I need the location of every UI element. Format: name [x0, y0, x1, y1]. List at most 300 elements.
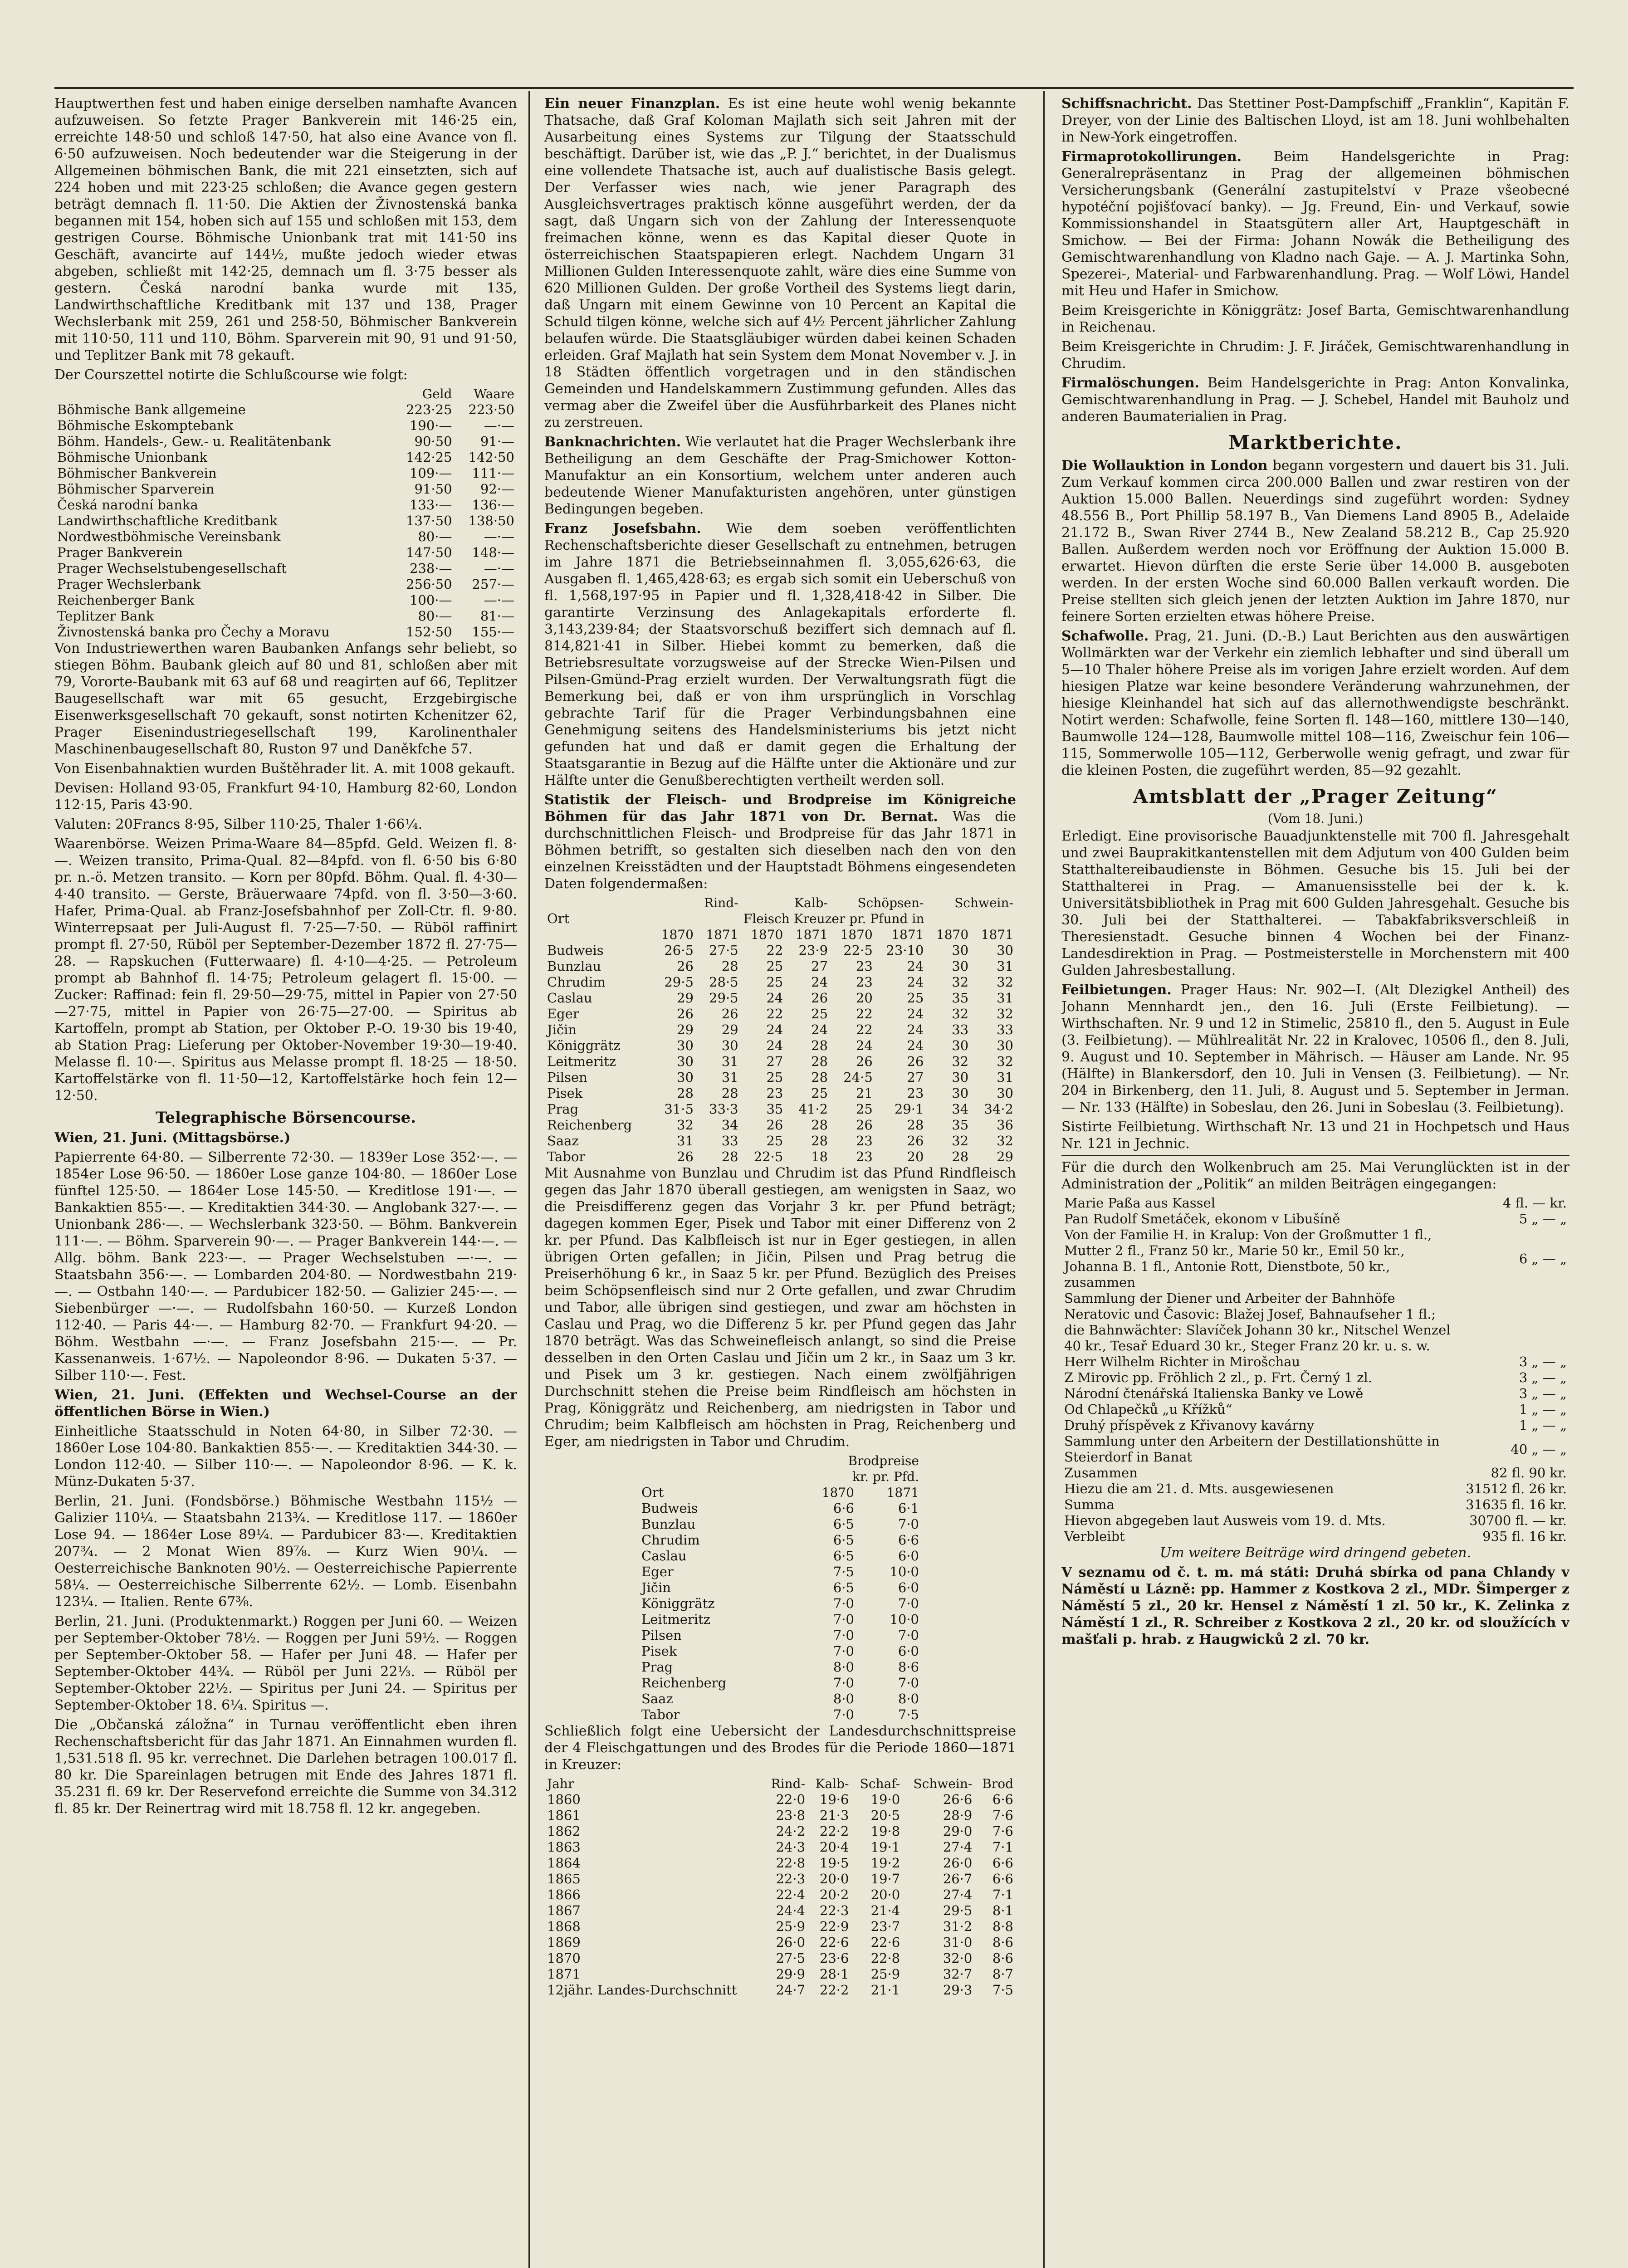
cell: 30 [952, 958, 969, 974]
group-header: Kalb- [794, 895, 828, 910]
cell: 28·5 [709, 974, 738, 990]
cell: 19·8 [870, 1823, 900, 1839]
finance-plan-heading: Ein neuer Finanzplan. [544, 96, 720, 112]
cancelled-auction-text: Sistirte Feilbietung. Wirthschaft Nr. 13 und 21 in Hochpetsch und Haus Nr. 121 in Jechnic. [1061, 1119, 1569, 1152]
table-row [1061, 1529, 1569, 1545]
cell: 25·9 [776, 1919, 806, 1934]
table-row [1061, 1481, 1569, 1497]
table-row [639, 1564, 922, 1580]
sum-label: Hievon abgegeben laut Ausweis vom 19. d. Mts. [1064, 1513, 1386, 1528]
row-label: Bunzlau [641, 1516, 696, 1532]
cell: 30 [952, 1038, 969, 1053]
cell: 28 [952, 1149, 969, 1164]
quote-waare: 257·— [472, 577, 514, 592]
table-row [54, 481, 517, 497]
header-schwein: Schwein- [913, 1776, 973, 1791]
cell: 6·6 [898, 1532, 919, 1548]
quote-geld: 91·50 [414, 481, 452, 497]
cell: 32 [997, 974, 1013, 990]
cell: 22 [856, 1022, 873, 1037]
meat-price-table [544, 895, 1016, 1165]
donation-amount [1458, 1290, 1569, 1354]
official-gazette-date: (Vom 18. Juni.) [1267, 811, 1364, 826]
row-label: Pisek [641, 1643, 677, 1659]
year-header: 1871 [891, 927, 924, 942]
table-row [544, 1117, 1016, 1133]
cell: 6·5 [833, 1532, 854, 1548]
cell: 6·0 [898, 1580, 919, 1595]
table-row [54, 545, 517, 561]
table-row [544, 958, 1016, 974]
closing-quotes-table [54, 386, 517, 640]
quote-name: Teplitzer Bank [57, 608, 154, 624]
quote-geld: 80·— [418, 529, 452, 544]
row-label: Eger [641, 1564, 674, 1579]
row-label: Königgrätz [547, 1038, 621, 1053]
quote-geld: 238·— [409, 561, 452, 576]
table-row [639, 1580, 922, 1596]
cell: 30 [997, 943, 1013, 958]
official-gazette-text: Erledigt. Eine provisorische Bauadjunktenstelle mit 700 fl. Jahresgehalt und zwei Bauprakitkantenstellen mit dem Adjutum von 400 Gulden beim Statthaltereibaudienste in Böhmen. Gesuche bis 15. Juli bei der Statthalterei in Prag. — Amanuensisstelle bei der k. k. Universitätsbibliothek in Prag mit 600 Gulden Jahresgehalt. Gesuche bis 30. Juli bei der Statthalterei. — Tabakfabriksverschleiß in Theresienstadt. Gesuche binnen 4 Wochen bei der Finanz-Landesdirektion in Prag. — Postmeisterstelle in Morchenstern mit 400 Gulden Jahresbestallung. [1061, 828, 1569, 978]
franz-josef-text: Wie dem soeben veröffentlichten Rechenschaftsberichte dieser Gesellschaft zu entnehmen, betrugen im Jahre 1871 die Betriebseinnahmen fl. 3,055,626·63, die Ausgaben fl. 1,465,428·63; es ergab sich somit ein Ueberschuß von fl. 1,568,197·95 in Papier und fl. 1,328,418·42 in Silber. Die garantirte Verzinsung des Anlagekapitals erforderte fl. 3,143,239·84; der Staatsvorschuß beziffert sich demnach auf fl. 814,821·41 in Silber. Hiebei kommt zu bemerken, daß die Betriebsresultate vorzugsweise auf der Strecke Wien-Pilsen und Pilsen-Gmünd-Prag erzielt wurden. Der Verwaltungsrath fügt die Bemerkung bei, daß er von ihm ursprünglich in Vorschlag gebrachte Tarif für die Prager Verbindungsbahnen eine Genehmigung seitens des Handelsministeriums bis jetzt nicht gefunden hat und daß er damit gegen die Erhaltung der Staatsgarantie in Bezug auf die Hälfte unter die Aktionäre und zur Hälfte unter die Genußberechtigten vertheilt werden soll. [544, 521, 1016, 788]
cell: 29·3 [943, 1982, 973, 1998]
table-row [544, 1950, 1016, 1966]
quote-geld: 190·— [409, 418, 452, 433]
quote-name: Živnostenská banka pro Čechy a Moravu [57, 624, 330, 640]
cell: 26 [721, 1006, 738, 1022]
cell: 10·0 [890, 1612, 919, 1627]
cell: 19·7 [870, 1871, 900, 1887]
cell: 29·0 [943, 1823, 973, 1839]
year-header: 1870 [751, 927, 783, 942]
table-row [639, 1548, 922, 1564]
table-row [544, 1839, 1016, 1855]
cell: 25·9 [870, 1966, 900, 1982]
table-row [544, 1038, 1016, 1054]
quote-geld: 100·— [409, 592, 452, 608]
cell: 28 [811, 1117, 828, 1133]
table-row [544, 1919, 1016, 1935]
table-row [54, 624, 517, 640]
cell: 35 [766, 1101, 783, 1117]
cell: 35 [952, 990, 969, 1006]
quote-waare: 92·— [480, 481, 514, 497]
cell: 32 [677, 1117, 694, 1133]
group-header: Rind- [704, 895, 738, 910]
market-reports-heading: Marktberichte. [1228, 431, 1403, 454]
cell: 34 [721, 1117, 738, 1133]
cell: 24·5 [843, 1070, 873, 1085]
cell: 19·0 [870, 1792, 900, 1807]
row-label: Leitmeritz [547, 1054, 616, 1069]
header-ort: Ort [641, 1485, 664, 1500]
cell: 8·7 [992, 1966, 1013, 1982]
cell: 30 [677, 1038, 694, 1053]
cell: 34·2 [984, 1101, 1013, 1117]
cell: 24 [811, 1022, 828, 1037]
ship-news-heading: Schiffsnachricht. [1061, 96, 1192, 112]
table-row [1061, 1433, 1569, 1465]
cell: 24 [811, 974, 828, 990]
cell: 29 [997, 1149, 1013, 1164]
wien-effekten-heading: Wien, 21. Juni. (Effekten und Wechsel-Course an der öffentlichen Börse in Wien.) [54, 1387, 517, 1420]
cell: 20 [856, 990, 873, 1006]
donation-amount: 4 fl. — kr. [1502, 1195, 1567, 1211]
firm-registration-text-3: Beim Kreisgerichte in Chrudim: J. F. Jiráček, Gemischtwarenhandlung in Chrudim. [1061, 339, 1569, 371]
cell: 28 [721, 958, 738, 974]
cell: 28 [721, 1085, 738, 1101]
table-row [1061, 1370, 1569, 1386]
industrial-shares-text: Von Industriewerthen waren Baubanken Anfangs sehr beliebt, so stiegen Böhm. Baubank gleich auf 80 und 81, schloßen aber mit 79, Vororte-Baubank mit 63 auf 68 und reagirten auf 66, Teplitzer Baugesellschaft war mit 65 gesucht, Erzgebirgische Eisenwerksgesellschaft 70 gekauft, sonst notirten Kchenitzer 62, Prager Eisenindustriegesellschaft 199, Karolinenthaler Maschinenbaugesellschaft 80, Ruston 97 und Daněkfche 57. [54, 640, 517, 757]
quote-waare: 81·— [480, 608, 514, 624]
cell: 24 [907, 1022, 924, 1037]
table-row [1061, 1211, 1569, 1227]
quote-geld: 152·50 [406, 624, 452, 640]
cell: 24 [907, 974, 924, 990]
table-row [544, 1855, 1016, 1871]
cell: 26 [907, 1054, 924, 1069]
statistics-heading: Statistik der Fleisch- und Brodpreise im Königreiche Böhmen für das Jahr 1871 von Dr. Bernat. [544, 792, 1016, 825]
quote-intro: Der Courszettel notirte die Schlußcourse wie folgt: [54, 367, 408, 383]
donation-amount: 1 „ — „ [1519, 1418, 1567, 1433]
top-rule [54, 87, 1574, 89]
table-row [54, 402, 517, 418]
donation-amount: 3 „ — „ [1519, 1386, 1567, 1401]
cell: 22·3 [776, 1871, 806, 1887]
quote-waare: 91·— [480, 434, 514, 449]
cell: 19·6 [819, 1792, 849, 1807]
cell: 25 [856, 1101, 873, 1117]
table-row [544, 1792, 1016, 1808]
berlin-fonds-text: Berlin, 21. Juni. (Fondsbörse.) Böhmische Westbahn 115½ — Galizier 110¼. — Staatsbahn 213¾. — Kreditlose 117. — 1860er Lose 94. — 1864er Lose 89¼. — Pardubicer 83·—. Kreditaktien 207¾. — 2 Monat Wien 89⅞. — Kurz Wien 90¼. — Oesterreichische Banknoten 90½. — Oesterreichische Papierrente 58¼. — Oesterreichische Silberrente 62½. — Lomb. Eisenbahn 123¼. — Italien. Rente 67⅜. [54, 1493, 517, 1610]
cell: 23 [856, 958, 873, 974]
donation-amount: 40 „ — „ [1511, 1441, 1567, 1457]
donor: Herr Wilhelm Richter in Mirošchau [1064, 1354, 1300, 1369]
cell: 32 [952, 1054, 969, 1069]
table-row [544, 1966, 1016, 1982]
cell: 26·0 [943, 1855, 973, 1871]
cell: 24 [907, 958, 924, 974]
auction-text: Prager Haus: Nr. 902—I. (Alt Dlezigkel Antheil) des Johann Mennhardt jen., den 16. Juli (Erste Feilbietung). — Wirthschaften. Nr. 9 und 12 in Stimelic, 25810 fl., den 5. August in Eule (3. Feilbietung). — Mühlrealität Nr. 22 in Kralovec, 10506 fl., den 8. Juli, 9. August und 10. September in Mährisch. — Häuser am Lande. Nr. 95 (Hälfte) in Blankersdorf, den 10. Juli in Vensen (3. Feilbietung). — Nr. 204 in Birkenberg, den 11. Juli, 8. August und 5. September in Jerman. — Nr. 133 (Hälfte) in Sobeslau, den 26. Juni in Sobeslau (3. Feilbietung). [1061, 982, 1569, 1115]
donor: Druhý příspěvek z Křivanovy kavárny [1064, 1418, 1315, 1433]
quote-name: Landwirthschaftliche Kreditbank [57, 513, 278, 528]
table-row [1061, 1513, 1569, 1529]
quote-waare: —·— [484, 529, 514, 544]
berlin-produkten-text: Berlin, 21. Juni. (Produktenmarkt.) Roggen per Juni 60. — Weizen per September-Oktober 78½. — Roggen per Juni 59½. — Roggen per September-Oktober 58. — Hafer per Juni 48. — Hafer per September-Oktober 44¾. — Rüböl per Juni 22⅓. — Rüböl per September-Oktober 22½. — Spiritus per Juni 24. — Spiritus per September-Oktober 18. 6¼. Spiritus —. [54, 1613, 517, 1713]
quote-name: Böhmische Unionbank [57, 450, 208, 465]
franz-josef-heading: Franz Josefsbahn. [544, 521, 701, 537]
row-label: 1861 [547, 1808, 581, 1823]
wool-text: Prag, 21. Juni. (D.-B.) Laut Berichten aus den auswärtigen Wollmärkten war der Verkehr ein ziemlich lebhafter und sind überall um 5—10 Thaler höhere Preise als im vorigen Jahre erzielt worden. Auf dem hiesigen Platze war keine besondere Veränderung wahrzunehmen, der hiesige Kleinhandel hat sich auf das allernothwendigste beschränkt. Notirt werden: Schafwolle, feine Sorten fl. 148—160, mittlere 130—140, Baumwolle 124—128, Baumwolle mittel 108—116, Zweischur fein 106—115, Sommerwolle 105—112, Gerberwolle wenig gefragt, und zwar für die kleinen Posten, die zugeführt werden, 85—92 gezahlt. [1061, 628, 1569, 778]
year-header: 1870 [661, 927, 694, 942]
statistics-intro: Was die durchschnittlichen Fleisch- und Brodpreise für das Jahr 1871 in Böhmen betrifft, so gestalten sich dieselben nach den von den einzelnen Kreisstädten und der Hauptstadt Böhmens eingesendeten Daten folgendermaßen: [544, 809, 1016, 892]
cell: 19·2 [870, 1855, 900, 1871]
table-row [1061, 1465, 1569, 1481]
cell: 6·6 [833, 1501, 854, 1516]
london-auction-heading: Die Wollauktion in London [1061, 458, 1268, 474]
cell: 23 [856, 1149, 873, 1164]
row-label: Jičin [547, 1022, 577, 1037]
cell: 23 [907, 1085, 924, 1101]
table-row [54, 497, 517, 513]
cell: 22·4 [776, 1887, 806, 1902]
table-row [544, 943, 1016, 958]
cell: 28 [907, 1117, 924, 1133]
cell: 21·1 [870, 1982, 900, 1998]
cell: 23 [766, 1085, 783, 1101]
average-price-table [544, 1776, 1016, 1998]
quote-geld: 137·50 [406, 513, 452, 528]
row-label: Caslau [547, 990, 592, 1006]
column-middle [544, 95, 1016, 2268]
table-header-row [639, 1469, 922, 1485]
cell: 6·5 [833, 1516, 854, 1532]
row-label: 1871 [547, 1966, 581, 1982]
quote-name: Böhmische Eskomptebank [57, 418, 234, 433]
bread-unit: kr. pr. Pfd. [852, 1469, 919, 1484]
cell: 20·4 [819, 1839, 849, 1855]
cell: 22·5 [843, 943, 873, 958]
cell: 22·8 [870, 1950, 900, 1966]
quote-name: Česká narodní banka [57, 497, 198, 513]
cell: 23 [856, 974, 873, 990]
cell: 27 [811, 958, 828, 974]
table-row [639, 1628, 922, 1643]
cell: 24 [907, 1038, 924, 1053]
table-row [639, 1596, 922, 1612]
row-label: 12jähr. Landes-Durchschnitt [547, 1982, 737, 1998]
cell: 6·5 [833, 1580, 854, 1595]
cell: 28 [677, 1085, 694, 1101]
table-row [1061, 1354, 1569, 1370]
quote-geld: 223·25 [406, 402, 452, 417]
cell: 7·6 [992, 1823, 1013, 1839]
cell: 21·4 [870, 1903, 900, 1918]
table-row [1061, 1497, 1569, 1513]
cell: 8·8 [992, 1919, 1013, 1934]
row-label: Pisek [547, 1085, 583, 1101]
cell: 22·8 [776, 1855, 806, 1871]
cell: 28 [811, 1133, 828, 1149]
table-row [544, 1070, 1016, 1085]
row-label: Bunzlau [547, 958, 601, 974]
cell: 20·2 [819, 1887, 849, 1902]
year-header: 1871 [981, 927, 1013, 942]
row-label: Chrudim [641, 1532, 700, 1548]
cell: 6·1 [898, 1501, 919, 1516]
donation-amount: 6 „ — „ [1519, 1251, 1567, 1266]
cell: 8·6 [898, 1659, 919, 1675]
cell: 31 [721, 1070, 738, 1085]
cell: 26·5 [664, 943, 694, 958]
table-row [544, 1149, 1016, 1165]
cell: 6·0 [898, 1643, 919, 1659]
table-row [54, 577, 517, 592]
table-row [54, 529, 517, 545]
table-row [1061, 1195, 1569, 1211]
cell: 36 [997, 1117, 1013, 1133]
bank-news-text: Wie verlautet hat die Prager Wechslerbank ihre Betheiligung an dem Geschäfte der Prag-Smichower Kotton-Manufaktur an ein Konsortium, welchem unter anderen auch bedeutende Wiener Manufakturisten angehören, unter günstigen Bedingungen begeben. [544, 434, 1016, 517]
wool-heading: Schafwolle. [1061, 628, 1149, 644]
row-label: 1865 [547, 1871, 581, 1887]
cell: 22·2 [819, 1982, 849, 1998]
cell: 7·1 [992, 1887, 1013, 1902]
row-label: Caslau [641, 1548, 687, 1564]
cell: 23 [856, 1133, 873, 1149]
bank-news-heading: Banknachrichten. [544, 434, 681, 450]
cell: 30 [997, 1038, 1013, 1053]
donation-amount: 5 „ — „ [1519, 1211, 1567, 1227]
table-row [1061, 1402, 1569, 1418]
sum-label: Zusammen [1064, 1465, 1138, 1481]
wien-midday-heading: Wien, 21. Juni. (Mittagsbörse.) [54, 1130, 291, 1146]
sum-label: Summa [1064, 1497, 1115, 1512]
row-label: 1868 [547, 1919, 581, 1934]
header-schaf: Schaf- [860, 1776, 900, 1791]
cell: 35 [952, 1117, 969, 1133]
average-intro-text: Schließlich folgt eine Uebersicht der Landesdurchschnittspreise der 4 Fleischgattungen und des Brodes für die Periode 1860—1871 in Kreuzer: [544, 1723, 1016, 1773]
table-row [639, 1707, 922, 1723]
year-header: 1870 [840, 927, 873, 942]
year-header: 1870 [821, 1485, 854, 1500]
cell: 6·6 [992, 1871, 1013, 1887]
row-label: Saaz [547, 1133, 579, 1149]
donor: Národní čtenářská Italienska Banky ve Lowě [1064, 1386, 1364, 1401]
sum-amount: 31512 fl. 26 kr. [1466, 1481, 1567, 1496]
cell: 22·0 [776, 1792, 806, 1807]
row-label: Pilsen [641, 1628, 682, 1643]
cell: 22·6 [819, 1935, 849, 1950]
cell: 24·7 [776, 1982, 806, 1998]
table-row [54, 608, 517, 624]
donor: Pan Rudolf Smetáček, ekonom v Libušíně [1064, 1211, 1340, 1227]
column-left [54, 95, 517, 2268]
commodity-exchange-text: Waarenbörse. Weizen Prima-Waare 84—85pfd. Geld. Weizen fl. 8·—. Weizen transito, Prima-Qual. 82—84pfd. von fl. 6·50 bis 6·80 pr. n.-ö. Metzen transito. — Korn per 80pfd. Böhm. Qual. fl. 4·30—4·40 transito. — Gerste, Bräuerwaare 74pfd. von fl. 3·50—3·60. Hafer, Prima-Qual. ab Franz-Josefsbahnhof per Zoll-Ctr. fl. 9·80. Winterrepsaat per Juli-August fl. 7·25—7·50. — Rüböl raffinirt prompt fl. 27·50, Rüböl per September-Dezember 1872 fl. 27·75—28. — Rapskuchen (Futterwaare) fl. 4·10—4·25. — Petroleum prompt ab Bahnhof fl. 14·75; Petroleum gelagert fl. 15·00. — Zucker: Raffinad: fein fl. 29·50—29·75, mittel in Papier von 27·50—27·75, mittel in Papier von 26·75—27·00. — Spiritus ab Kartoffeln, prompt ab Station, per Oktober P.-O. 19·30 bis 19·40, ab Station Prag: Lieferung per Oktober-November 19·30—19·40. Melasse fl. 10·—. Spiritus aus Melasse prompt fl. 18·25 — 18·50. Kartoffelstärke von fl. 11·50—12, Kartoffelstärke hoch fein 12—12·50. [54, 836, 517, 1104]
cell: 28·1 [819, 1966, 849, 1982]
header-jahr: Jahr [547, 1776, 574, 1791]
cell: 24·4 [776, 1903, 806, 1918]
row-label: Pilsen [547, 1070, 587, 1085]
cell: 22·3 [819, 1903, 849, 1918]
donor: Marie Paßa aus Kassel [1064, 1195, 1216, 1211]
donor: Sammlung unter den Arbeitern der Destillationshütte in Steierdorf in Banat [1064, 1433, 1440, 1465]
cell: 32 [997, 1054, 1013, 1069]
cell: 31·5 [664, 1101, 694, 1117]
cell: 7·1 [992, 1839, 1013, 1855]
table-row [54, 465, 517, 481]
london-auction-text: begann vorgestern und dauert bis 31. Juli. Zum Verkauf kommen circa 200.000 Ballen und zwar restiren von der Auktion 15.000 Ballen. Neuerdings sind zugeführt worden: Sydney 48.556 B., Port Phillip 58.197 B., Van Diemens Land 8905 B., Adelaide 21.172 B., Swan River 2744 B., New Zealand 58.212 B., Cap 25.920 Ballen. Außerdem werden noch vor Eröffnung der Auktion 15.000 B. erwartet. Hievon dürften die erste Serie über 14.000 B. ausgeboten werden. In der ersten Woche sind 60.000 Ballen verkauft worden. Die Preise stellten sich gleich jenen der letzten Auktion im Jahre 1870, nur feinere Sorten erzielten etwas höhere Preise. [1061, 458, 1569, 625]
table-row [544, 1871, 1016, 1887]
cell: 18 [811, 1149, 828, 1164]
firm-registration-text-2: Beim Kreisgerichte in Königgrätz: Josef Barta, Gemischtwarenhandlung in Reichenau. [1061, 303, 1569, 335]
cell: 26 [677, 958, 694, 974]
row-label: Budweis [547, 943, 604, 958]
quote-waare: 136·— [472, 497, 514, 513]
cell: 23·7 [870, 1919, 900, 1934]
unit-caption: Fleisch Kreuzer pr. Pfund in [743, 911, 924, 926]
cell: 26 [811, 990, 828, 1006]
cell: 31 [677, 1133, 694, 1149]
cell: 28 [811, 1070, 828, 1085]
row-label: 1867 [547, 1903, 581, 1918]
cell: 22·5 [753, 1149, 783, 1164]
donation-amount: 3 „ — „ [1519, 1354, 1567, 1369]
quote-geld: 133·— [409, 497, 452, 513]
cell: 31 [997, 1070, 1013, 1085]
cell: 8·6 [992, 1935, 1013, 1950]
cell: 7·5 [898, 1707, 919, 1722]
cell: 31 [997, 990, 1013, 1006]
quote-geld: 80·— [418, 608, 452, 624]
cell: 27·4 [943, 1887, 973, 1902]
cell: 28 [811, 1038, 828, 1053]
cell: 26 [907, 1133, 924, 1149]
cell: 32 [952, 1133, 969, 1149]
table-row [1061, 1418, 1569, 1433]
cell: 7·0 [833, 1628, 854, 1643]
cell: 7·0 [833, 1612, 854, 1627]
cell: 23·6 [819, 1950, 849, 1966]
year-header: 1871 [706, 927, 738, 942]
cell: 32 [952, 1006, 969, 1022]
cell: 26 [856, 1054, 873, 1069]
donation-amount: 3 „ — „ [1519, 1370, 1567, 1385]
bread-header: Brodpreise [848, 1453, 919, 1468]
group-header: Schöpsen- [857, 895, 924, 910]
cell: 30 [677, 1070, 694, 1085]
cell: 24 [766, 990, 783, 1006]
cell: 6·0 [898, 1548, 919, 1564]
quote-name: Reichenberger Bank [57, 592, 195, 608]
cell: 7·0 [833, 1643, 854, 1659]
turnau-report-text: Die „Občanská záložna“ in Turnau veröffentlicht eben ihren Rechenschaftsbericht für das Jahr 1871. An Einnahmen wurden fl. 1,531.518 fl. 95 kr. verrechnet. Die Darlehen betragen 100.017 fl. 80 kr. Die Spareinlagen betrugen mit Ende des Jahres 1871 fl. 35.231 fl. 69 kr. Der Reservefond erreichte die Summe von 34.312 fl. 85 kr. Der Reinertrag wird mit 18.758 fl. 12 kr. angegeben. [54, 1717, 517, 1817]
quote-waare: 142·50 [468, 450, 514, 465]
quote-geld: 256·50 [406, 577, 452, 592]
table-row [1061, 1386, 1569, 1402]
cell: 7·0 [898, 1596, 919, 1611]
table-row [639, 1675, 922, 1691]
ship-news-text: Das Stettiner Post-Dampfschiff „Franklin“, Kapitän F. Dreyer, von der Linie des Baltischen Lloyd, ist am 18. Juni wohlbehalten in New-York eingetroffen. [1061, 96, 1569, 145]
cell: 20 [907, 1149, 924, 1164]
cell: 29·5 [943, 1903, 973, 1918]
table-row [544, 1887, 1016, 1903]
donation-amount: 1 „ — „ [1519, 1402, 1567, 1417]
donation-summary-table [1061, 1465, 1569, 1545]
sum-label: Hiezu die am 21. d. Mts. ausgewiesenen [1064, 1481, 1334, 1496]
quote-name: Nordwestböhmische Vereinsbank [57, 529, 281, 544]
cell: 34 [952, 1101, 969, 1117]
header-rind: Rind- [771, 1776, 806, 1791]
table-row [54, 592, 517, 608]
cell: 29 [677, 1022, 694, 1037]
table-row [639, 1659, 922, 1675]
cell: 7·5 [833, 1564, 854, 1579]
cell: 26 [856, 1117, 873, 1133]
donor: Od Chlapečků „u Křížků“ [1064, 1402, 1232, 1417]
table-row [544, 1101, 1016, 1117]
row-label: 1863 [547, 1839, 581, 1855]
table-row [639, 1516, 922, 1532]
table-row [544, 1903, 1016, 1919]
donation-intro: Für die durch den Wolkenbruch am 25. Mai Verunglückten ist in der Administration der „Politik“ an milden Beiträgen eingegangen: [1061, 1155, 1569, 1193]
cell: 22 [856, 1006, 873, 1022]
cell: 25 [811, 1085, 828, 1101]
cell: 20·5 [870, 1808, 900, 1823]
cell: 30 [677, 1054, 694, 1069]
donor: Sammlung der Diener und Arbeiter der Bahnhöfe Neratovic und Časovic: Blažej Josef, Bahnaufseher 1 fl.; die Bahnwächter: Slavíček Johann 30 kr., Nitschel Wenzel 40 kr., Tesař Eduard 30 kr., Steger Franz 20 kr. u. s. w. [1064, 1290, 1451, 1354]
row-label: Prag [547, 1101, 579, 1117]
year-header: 1870 [936, 927, 969, 942]
